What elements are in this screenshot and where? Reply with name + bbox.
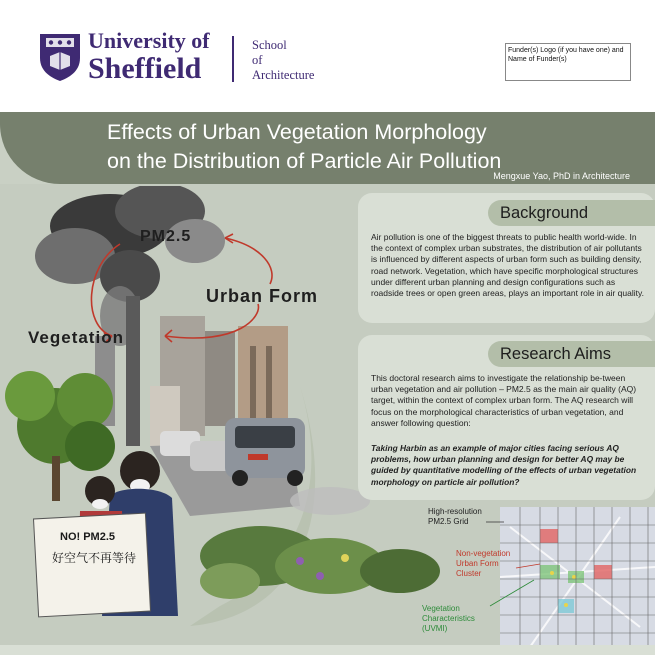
university-line2: Sheffield (88, 52, 202, 85)
bottom-panels (0, 645, 655, 655)
author: Mengxue Yao, PhD in Architecture (493, 171, 630, 181)
shrubs (200, 526, 440, 599)
poster-title (107, 118, 501, 176)
research-aims-heading: Research Aims (488, 341, 655, 367)
title-line1: Effects of Urban Vegetation Morphology (107, 120, 487, 144)
university-line1: University of (88, 28, 210, 53)
label-vegetation: Vegetation (28, 328, 124, 347)
title-banner (0, 112, 655, 184)
header (0, 0, 655, 112)
map-label-nonveg: Non-vegetation Urban Form Cluster (456, 549, 511, 578)
school-name (252, 38, 314, 83)
background-text: Air pollution is one of the biggest threats to public health world-wide. In the context of complex urban substrates, the distribution of air pollutants is influenced by different aspects of urban form such as building density, road network. Vegetation, which have specific morphological structures under different urban planning and design configurations such as roadside trees or open green areas, plays an important role in air quality. (371, 232, 644, 299)
sign-text-line2: 好空气不再等待 (52, 551, 137, 565)
title-line2: on the Distribution of Particle Air Pollution (107, 149, 502, 173)
map-label-veg: Vegetation Characteristics (UVMI) (422, 604, 475, 633)
funder-box: Funder(s) Logo (if you have one) and Name of Funder(s) (505, 43, 631, 81)
research-aims-text: This doctoral research aims to investigate the relationship be-tween urban vegetation and air pollution – PM2.5 as the main air quality (AQ) target, within the context of complex urban form. The AQ research will focus on the morphological characteristics of urban vegetation, and answer following question: (371, 373, 637, 428)
school-line1: School (252, 38, 287, 52)
map-leader-lines (484, 520, 544, 620)
university-name (88, 30, 210, 84)
map-label-grid: High-resolution PM2.5 Grid (428, 507, 482, 526)
school-line2: of (252, 53, 263, 67)
sign-text-line1: NO! PM2.5 (60, 531, 116, 543)
label-urban-form: Urban Form (206, 286, 319, 306)
chimney (126, 296, 140, 446)
background-heading: Background (488, 200, 655, 226)
label-pm25: PM2.5 (140, 228, 192, 245)
university-crest-icon (38, 32, 82, 82)
header-divider (232, 36, 234, 82)
school-line3: Architecture (252, 68, 315, 82)
research-question: Taking Harbin as an example of major cities facing serious AQ problems, how urban planning and design for better AQ may be guided by quantitative modelling of the effects of urban vegetation morphology on particle air pollution? (371, 443, 637, 487)
